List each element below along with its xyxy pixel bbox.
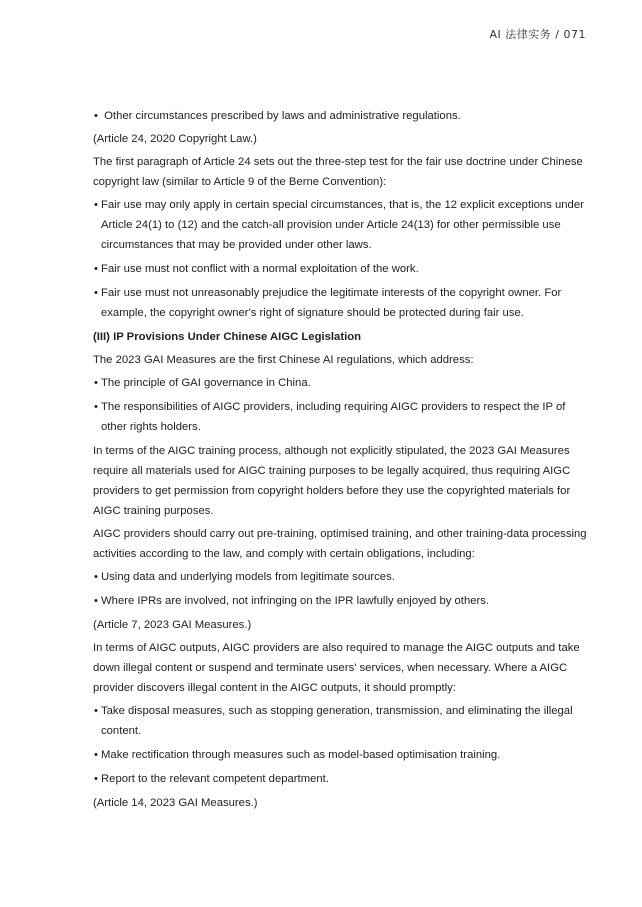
list-item: • Where IPRs are involved, not infringing on the IPR lawfully enjoyed by others.: [94, 595, 490, 607]
paragraph: In terms of AIGC outputs, AIGC providers are also required to manage the AIGC outputs and take down illegal content or suspend and terminate users' services, when necessary. Where a AIGC provider discovers illegal content in the AIGC outputs, it should promptly:: [93, 642, 580, 694]
paragraph: In terms of the AIGC training process, although not explicitly stipulated, the 2023 GAI Measures require all materials used for AIGC training purposes to be legally acquired, thus requiring AIGC providers to get permission from copyright holders before they use the copyrighted materials for AIGC training purposes.: [93, 445, 571, 517]
paragraph: AIGC providers should carry out pre-training, optimised training, and other training-data processing activities according to the law, and comply with certain obligations, including:: [93, 528, 587, 560]
list-item: • The principle of GAI governance in China.: [94, 377, 311, 389]
list-item: • Report to the relevant competent department.: [94, 773, 329, 785]
section-heading: (III) IP Provisions Under Chinese AIGC Legislation: [93, 331, 362, 343]
citation: (Article 24, 2020 Copyright Law.): [93, 133, 257, 145]
list-item: • The responsibilities of AIGC providers, including requiring AIGC providers to respect the IP of other rights holders.: [94, 401, 566, 433]
list-item: • Other circumstances prescribed by laws and administrative regulations.: [94, 110, 461, 122]
paragraph: The first paragraph of Article 24 sets out the three-step test for the fair use doctrine under Chinese copyright law (similar to Article 9 of the Berne Convention):: [93, 156, 583, 188]
list-item: • Take disposal measures, such as stopping generation, transmission, and eliminating the illegal content.: [94, 705, 573, 737]
list-item: • Make rectification through measures such as model-based optimisation training.: [94, 749, 501, 761]
list-item: • Fair use must not unreasonably prejudice the legitimate interests of the copyright owner. For example, the copyright owner's right of signature should be protected during fair use.: [94, 287, 562, 319]
citation: (Article 7, 2023 GAI Measures.): [93, 619, 252, 631]
paragraph: The 2023 GAI Measures are the first Chinese AI regulations, which address:: [93, 354, 474, 366]
running-header: AI 法律实务 / 071: [489, 28, 586, 41]
list-item: • Fair use must not conflict with a normal exploitation of the work.: [94, 263, 419, 275]
list-item: • Fair use may only apply in certain special circumstances, that is, the 12 explicit exceptions under Article 24(1) to (12) and the catch-all provision under Article 24(13) for other permissible use circumstances that may be provided under other laws.: [94, 199, 584, 251]
citation: (Article 14, 2023 GAI Measures.): [93, 797, 258, 809]
page-body: [93, 106, 593, 816]
list-item: • Using data and underlying models from legitimate sources.: [94, 571, 395, 583]
